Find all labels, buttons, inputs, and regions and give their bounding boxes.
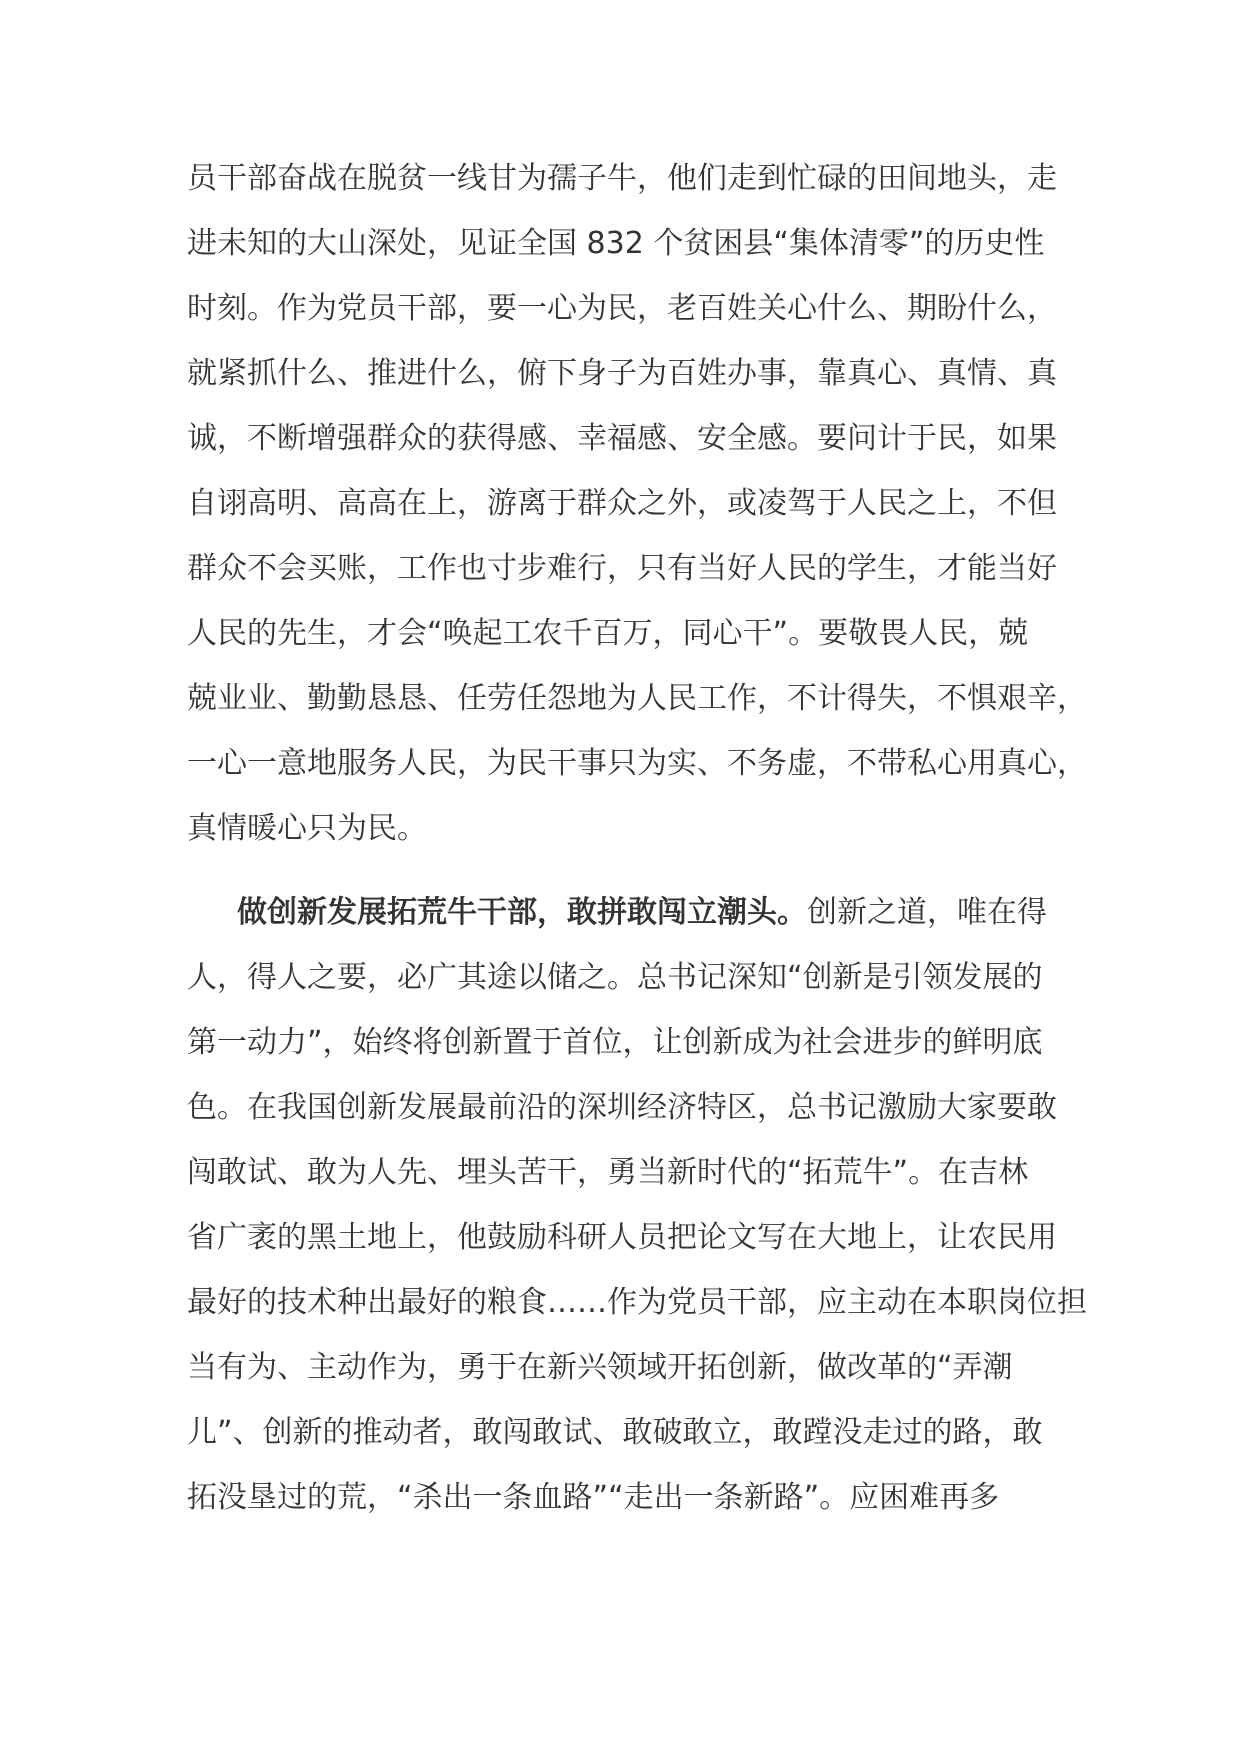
paragraph-line: 兢业业、勤勤恳恳、任劳任怨地为人民工作，不计得失，不惧艰辛，	[187, 681, 1087, 716]
paragraph-line: 人民的先生，才会“唤起工农千百万，同心干”。要敬畏人民，兢	[187, 616, 1029, 651]
paragraph-line: 最好的技术种出最好的粮食……作为党员干部，应主动在本职岗位担	[187, 1285, 1087, 1320]
paragraph-line: 省广袤的黑土地上，他鼓励科研人员把论文写在大地上，让农民用	[187, 1220, 1057, 1255]
paragraph-line: 群众不会买账，工作也寸步难行，只有当好人民的学生，才能当好	[187, 551, 1057, 586]
paragraph-line: 拓没垦过的荒，“杀出一条血路”“走出一条新路”。应困难再多	[187, 1480, 1000, 1515]
paragraph-line: 儿”、创新的推动者，敢闯敢试、敢破敢立，敢蹚没走过的路，敢	[187, 1415, 1043, 1450]
paragraph-first-line-text: 创新之道，唯在得	[807, 895, 1047, 930]
paragraph-line: 当有为、主动作为，勇于在新兴领域开拓创新，做改革的“弄潮	[187, 1350, 1013, 1385]
paragraph-2	[187, 880, 1087, 1530]
paragraph-line: 就紧抓什么、推进什么，俯下身子为百姓办事，靠真心、真情、真	[187, 356, 1057, 391]
paragraph-line: 员干部奋战在脱贫一线甘为孺子牛，他们走到忙碌的田间地头，走	[187, 161, 1057, 196]
paragraph-line: 色。在我国创新发展最前沿的深圳经济特区，总书记激励大家要敢	[187, 1090, 1057, 1125]
paragraph-line: 时刻。作为党员干部，要一心为民，老百姓关心什么、期盼什么，	[187, 291, 1057, 326]
paragraph-line: 自诩高明、高高在上，游离于群众之外，或凌驾于人民之上，不但	[187, 486, 1057, 521]
paragraph-line: 闯敢试、敢为人先、埋头苦干，勇当新时代的“拓荒牛”。在吉林	[187, 1155, 1029, 1190]
paragraph-first-line	[187, 880, 1087, 945]
paragraph-line: 人，得人之要，必广其途以储之。总书记深知“创新是引领发展的	[187, 960, 1043, 995]
paragraph-lead-heading: 做创新发展拓荒牛干部，敢拼敢闯立潮头。	[237, 895, 807, 930]
paragraph-line: 一心一意地服务人民，为民干事只为实、不务虚，不带私心用真心，	[187, 746, 1087, 781]
paragraph-1	[187, 146, 1087, 861]
paragraph-line: 诚，不断增强群众的获得感、幸福感、安全感。要问计于民，如果	[187, 421, 1057, 456]
paragraph-line: 进未知的大山深处，见证全国 832 个贫困县“集体清零”的历史性	[187, 226, 1045, 261]
paragraph-line: 第一动力”，始终将创新置于首位，让创新成为社会进步的鲜明底	[187, 1025, 1043, 1060]
paragraph-line: 真情暖心只为民。	[187, 811, 427, 846]
